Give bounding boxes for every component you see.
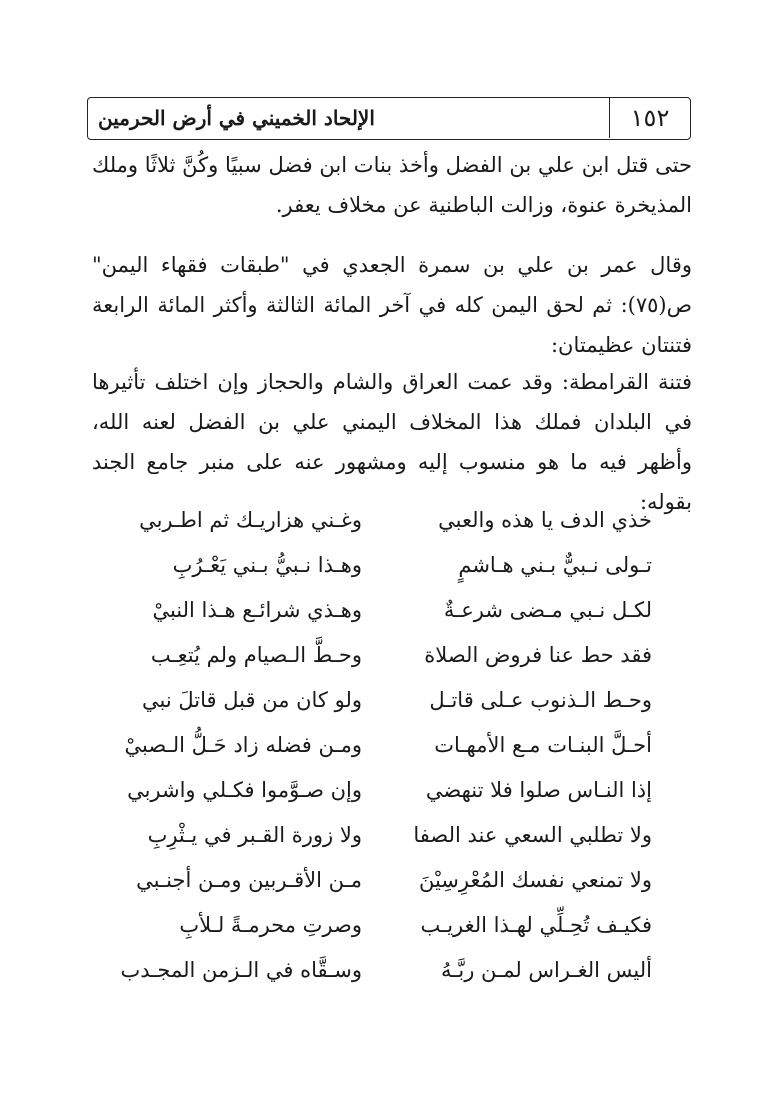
paragraph-1: حتى قتل ابن علي بن الفضل وأخذ بنات ابن فضل سبيًا وكُنَّ ثلاثًا وملك المذيخرة عنوة، وزالت الباطنية عن مخلاف يعفر. <box>92 153 692 217</box>
verse-first-hemistich: وحـط الـذنوب عـلى قاتـل <box>429 688 652 712</box>
paragraph-2: وقال عمر بن علي بن سمرة الجعدي في "طبقات فقهاء اليمن" ص(٧٥): ثم لحق اليمن كله في آخر المائة الثالثة وأكثر المائة الرابعة فتنتان عظيمتان: <box>92 253 692 357</box>
poem-verse <box>92 678 692 723</box>
verse-first-hemistich: خذي الدف يا هذه والعبي <box>438 508 652 532</box>
verse-second-hemistich: وإن صـوَّموا فكـلي واشربي <box>127 778 362 802</box>
page-header <box>87 97 691 140</box>
poem-verse <box>92 858 692 903</box>
verse-first-hemistich: ولا تطلبي السعي عند الصفا <box>413 823 652 847</box>
verse-second-hemistich: وهـذي شرائـع هـذا النبيْ <box>152 598 362 622</box>
verse-second-hemistich: وحـطَّ الـصيام ولم يُتعِـب <box>150 643 362 667</box>
verse-second-hemistich: مـن الأقـربين ومـن أجنـبي <box>136 868 362 892</box>
verse-second-hemistich: ولا زورة القـبر في يـثْرِبِ <box>147 823 362 847</box>
poem-verse <box>92 948 692 993</box>
poem <box>92 498 692 993</box>
verse-second-hemistich: ولو كان من قبل قاتلَ نبي <box>142 688 362 712</box>
poem-verse <box>92 723 692 768</box>
verse-first-hemistich: لكـل نـبي مـضى شرعـةٌ <box>443 598 652 622</box>
poem-verse <box>92 903 692 948</box>
poem-verse <box>92 813 692 858</box>
poem-verse <box>92 498 692 543</box>
paragraph-3: فتنة القرامطة: وقد عمت العراق والشام والحجاز وإن اختلف تأثيرها في البلدان فملك هذا المخلاف اليمني علي بن الفضل لعنه الله، وأظهر فيه ما هو منسوب إليه ومشهور عنه على منبر جامع الجند بقوله: <box>92 370 692 514</box>
verse-first-hemistich: فكيـف تُحِـلِّي لهـذا الغريـب <box>420 913 652 937</box>
page-number: ١٥٢ <box>609 98 690 138</box>
poem-verse <box>92 633 692 678</box>
verse-second-hemistich: ومـن فضله زاد حَـلُّ الـصبيْ <box>124 733 362 757</box>
poem-verse <box>92 543 692 588</box>
verse-second-hemistich: وهـذا نـبيُّ بـني يَعْـرُبِ <box>172 553 362 577</box>
verse-first-hemistich: فقد حط عنا فروض الصلاة <box>424 643 652 667</box>
running-title: الإلحاد الخميني في أرض الحرمين <box>98 106 375 130</box>
verse-first-hemistich: إذا النـاس صلوا فلا تنهضي <box>425 778 652 802</box>
verse-first-hemistich: أحـلَّ البنـات مـع الأمهـات <box>434 733 652 757</box>
poem-verse <box>92 588 692 633</box>
verse-first-hemistich: أليس الغـراس لمـن ربَّـهُ <box>440 958 652 982</box>
verse-second-hemistich: وغـني هزاريـك ثم اطـربي <box>139 508 362 532</box>
poem-verse <box>92 768 692 813</box>
verse-second-hemistich: وصرتِ محرمـةً لـلأبِ <box>179 913 362 937</box>
verse-first-hemistich: تـولى نـبيٌّ بـني هـاشمٍ <box>458 553 652 577</box>
verse-first-hemistich: ولا تمنعي نفسك المُعْرِسِيْنَ <box>418 868 652 892</box>
verse-second-hemistich: وسـقَّاه في الـزمن المجـدب <box>120 958 362 982</box>
